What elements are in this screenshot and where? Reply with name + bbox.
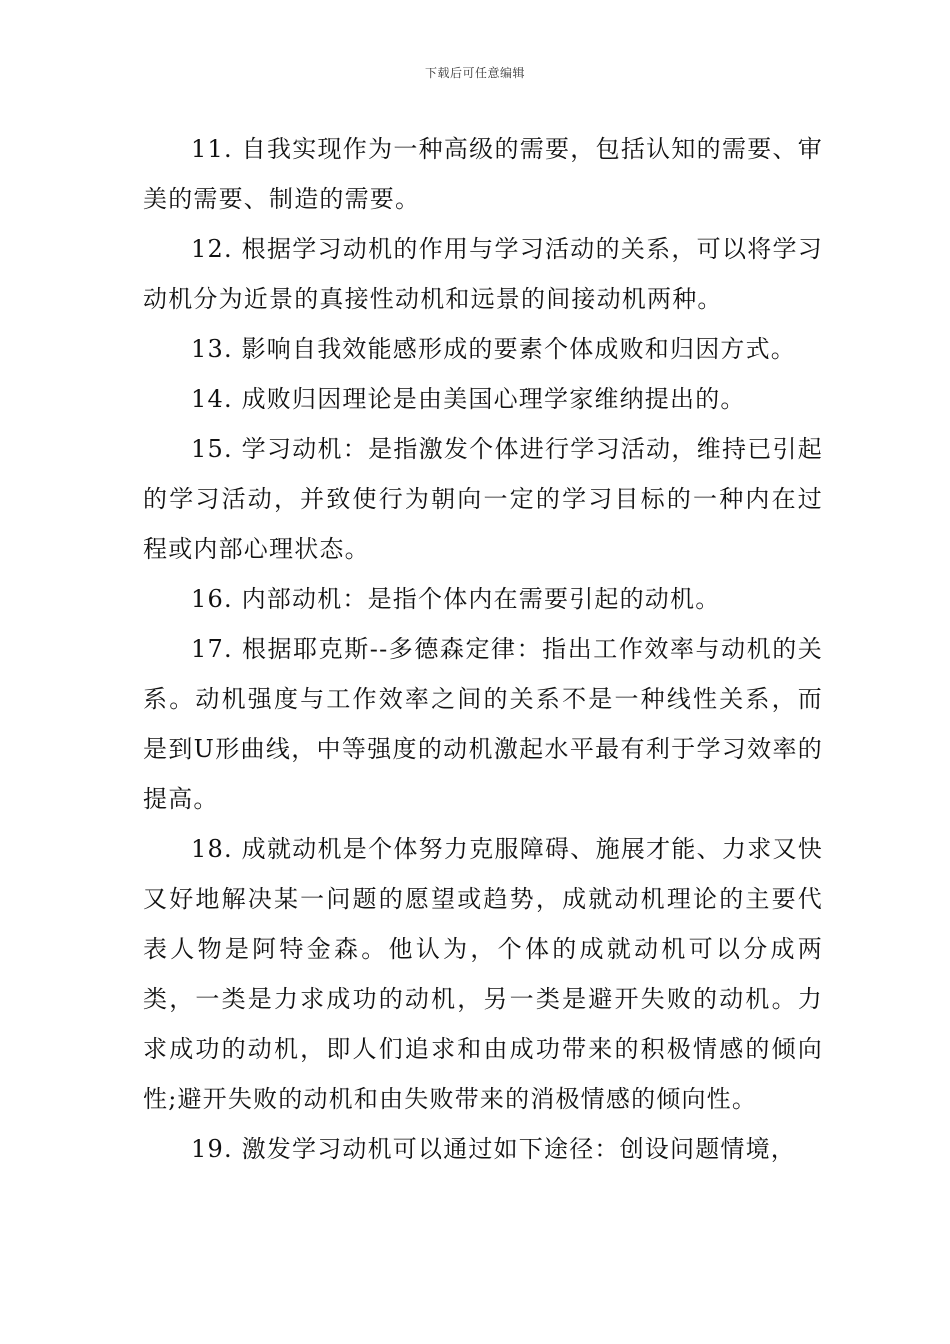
document-body bbox=[143, 124, 823, 1174]
paragraph-11: 11. 自我实现作为一种高级的需要，包括认知的需要、审美的需要、制造的需要。 bbox=[143, 135, 823, 213]
paragraph-14: 14. 成败归因理论是由美国心理学家维纳提出的。 bbox=[191, 385, 746, 413]
paragraph-19: 19. 激发学习动机可以通过如下途径：创设问题情境， bbox=[191, 1135, 796, 1163]
paragraph-12: 12. 根据学习动机的作用与学习活动的关系，可以将学习动机分为近景的真接性动机和远景的间接动机两种。 bbox=[143, 235, 823, 313]
paragraph-17: 17. 根据耶克斯--多德森定律：指出工作效率与动机的关系。动机强度与工作效率之间的关系不是一种线性关系，而是到U形曲线，中等强度的动机激起水平最有利于学习效率的提高。 bbox=[143, 635, 823, 813]
paragraph-13: 13. 影响自我效能感形成的要素个体成败和归因方式。 bbox=[191, 335, 796, 363]
paragraph-16: 16. 内部动机：是指个体内在需要引起的动机。 bbox=[191, 585, 721, 613]
paragraph-15: 15. 学习动机：是指激发个体进行学习活动，维持已引起的学习活动，并致使行为朝向一定的学习目标的一种内在过程或内部心理状态。 bbox=[143, 435, 823, 563]
paragraph-18: 18. 成就动机是个体努力克服障碍、施展才能、力求又快又好地解决某一问题的愿望或趋势，成就动机理论的主要代表人物是阿特金森。他认为，个体的成就动机可以分成两类，一类是力求成功的动机，另一类是避开失败的动机。力求成功的动机，即人们追求和由成功带来的积极情感的倾向性;避开失败的动机和由失败带来的消极情感的倾向性。 bbox=[143, 835, 823, 1113]
page-header: 下载后可任意编辑 bbox=[424, 66, 525, 80]
